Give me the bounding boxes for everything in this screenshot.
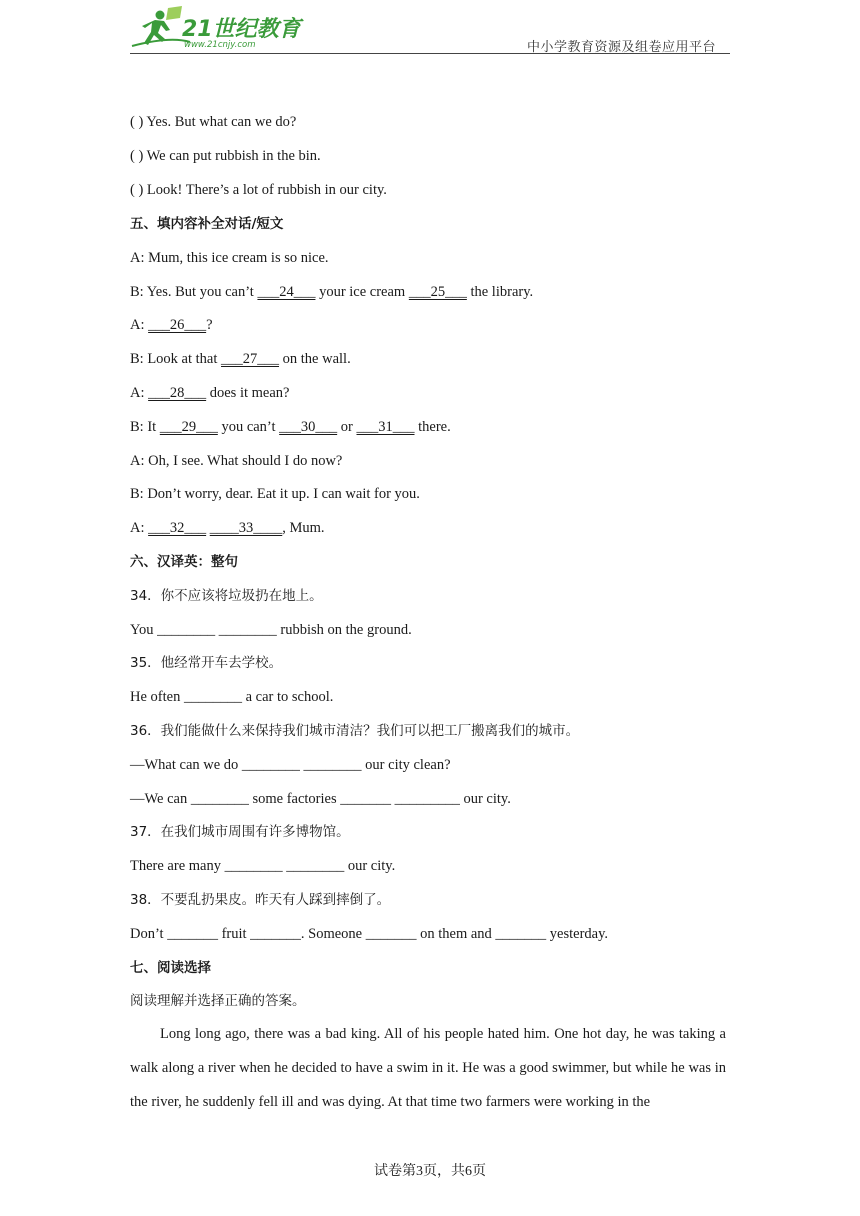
logo-url: www.21cnjy.com — [184, 40, 256, 50]
blank-28: ___28___ — [148, 385, 207, 401]
question-36: 36．我们能做什么来保持我们城市清洁？我们可以把工厂搬离我们的城市。 — [130, 723, 580, 739]
answer-37: There are many ________ ________ our city. — [130, 858, 396, 874]
answer-34: You ________ ________ rubbish on the ground. — [130, 622, 412, 638]
logo-wordmark: 21世纪教育 — [182, 17, 301, 42]
dialogue-line-2: B: Yes. But you can’t ___24___ your ice cream ___25___ the library. — [130, 284, 534, 300]
dialogue-line-5: A: ___28___ does it mean? — [130, 385, 290, 401]
platform-name: 中小学教育资源及组卷应用平台 — [526, 39, 716, 54]
question-38: 38．不要乱扔果皮。昨天有人踩到摔倒了。 — [130, 892, 391, 908]
reading-instruction: 阅读理解并选择正确的答案。 — [130, 993, 306, 1009]
section-5-title: 五、填内容补全对话/短文 — [130, 216, 284, 232]
dialogue-line-9: A: ___32___ ____33____, Mum. — [130, 520, 325, 536]
blank-31: ___31___ — [356, 419, 415, 435]
blank-30: ___30___ — [279, 419, 338, 435]
dialogue-line-4: B: Look at that ___27___ on the wall. — [130, 351, 351, 367]
question-34: 34．你不应该将垃圾扔在地上。 — [130, 588, 323, 604]
order-item-1: ( ) Yes. But what can we do? — [130, 114, 297, 130]
reading-passage: Long long ago, there was a bad king. All of his people hated him. One hot day, he was taking a walk along a river when he decided to have a swim in it. He was a good swimmer, but while he was in the river, he suddenly fell ill and was dying. At that time two farmers were working in the — [130, 1026, 726, 1110]
answer-36-a: —What can we do ________ ________ our city clean? — [130, 757, 451, 773]
blank-27: ___27___ — [221, 351, 280, 367]
dialogue-line-1: A: Mum, this ice cream is so nice. — [130, 250, 329, 266]
header-divider — [130, 53, 730, 54]
answer-36-b: —We can ________ some factories _______ _________ our city. — [130, 791, 511, 807]
question-37: 37．在我们城市周围有许多博物馆。 — [130, 824, 350, 840]
blank-25: ___25___ — [408, 284, 467, 300]
dialogue-line-6: B: It ___29___ you can’t ___30___ or ___31___ there. — [130, 419, 451, 435]
dialogue-line-7: A: Oh, I see. What should I do now? — [130, 453, 343, 469]
section-6-title: 六、汉译英：整句 — [130, 554, 238, 570]
page-footer: 试卷第3页，共6页 — [374, 1164, 486, 1179]
page-header — [130, 6, 730, 56]
blank-26: ___26___ — [148, 317, 207, 333]
section-7-title: 七、阅读选择 — [130, 960, 211, 976]
question-35: 35．他经常开车去学校。 — [130, 655, 283, 671]
order-item-2: ( ) We can put rubbish in the bin. — [130, 148, 321, 164]
answer-35: He often ________ a car to school. — [130, 689, 334, 705]
blank-29: ___29___ — [159, 419, 218, 435]
blank-33: ____33____ — [209, 520, 283, 536]
answer-38: Don’t _______ fruit _______. Someone _______ on them and _______ yesterday. — [130, 926, 609, 942]
dialogue-line-3: A: ___26___? — [130, 317, 213, 333]
order-item-3: ( ) Look! There’s a lot of rubbish in our city. — [130, 182, 387, 198]
logo — [130, 6, 305, 52]
blank-32: ___32___ — [148, 520, 207, 536]
blank-24: ___24___ — [257, 284, 316, 300]
dialogue-line-8: B: Don’t worry, dear. Eat it up. I can wait for you. — [130, 486, 420, 502]
